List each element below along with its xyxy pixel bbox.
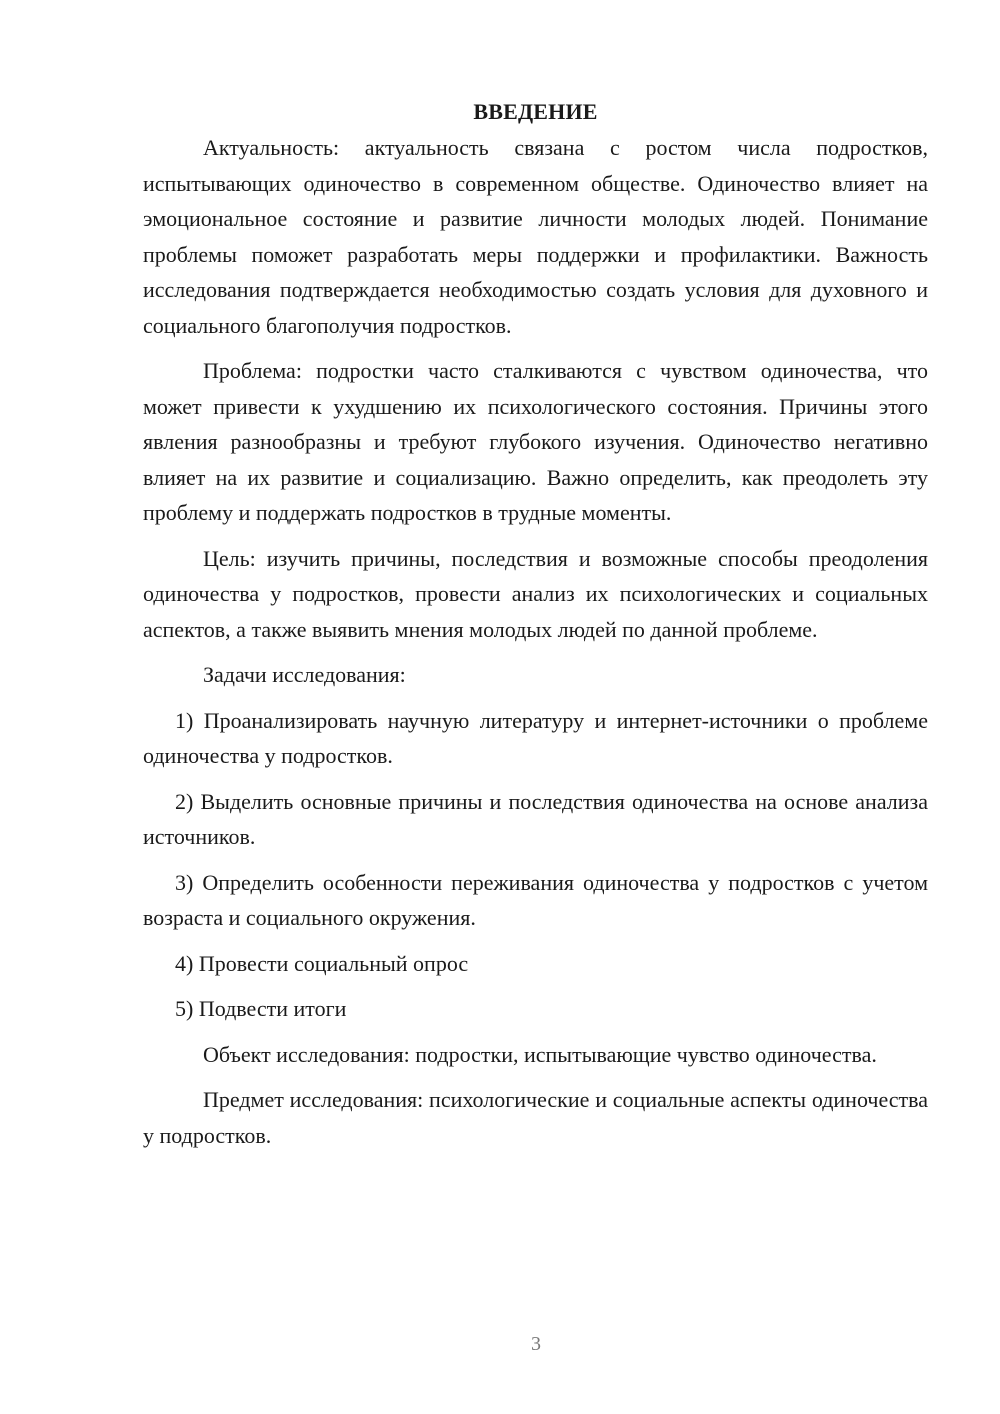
task-item: 1) Проанализировать научную литературу и интернет-источники о проблеме одиночества у подростков. <box>143 707 928 768</box>
task-item: 3) Определить особенности переживания одиночества у подростков с учетом возраста и социального окружения. <box>143 869 928 930</box>
subject-paragraph: Предмет исследования: психологические и социальные аспекты одиночества у подростков. <box>143 1087 928 1148</box>
section-title: ВВЕДЕНИЕ <box>473 99 598 124</box>
task-item: 5) Подвести итоги <box>175 996 347 1021</box>
task-item: 4) Провести социальный опрос <box>175 950 469 976</box>
page-number: 3 <box>531 1333 541 1355</box>
object-paragraph: Объект исследования: подростки, испытывающие чувство одиночества. <box>203 1041 877 1067</box>
relevance-paragraph: Актуальность: актуальность связана с ростом числа подростков, испытывающих одиночество в современном обществе. Одиночество влияет на эмоциональное состояние и развитие личности молодых людей. Понимание проблемы поможет разработать меры поддержки и профилактики. Важность исследования подтверждается необходимостью создать условия для духовного и социального благополучия подростков. <box>143 135 928 338</box>
document-page <box>143 94 928 1163</box>
task-item: 2) Выделить основные причины и последствия одиночества на основе анализа источников. <box>143 788 928 849</box>
tasks-list <box>143 703 928 1027</box>
tasks-heading: Задачи исследования: <box>203 662 406 687</box>
goal-paragraph: Цель: изучить причины, последствия и возможные способы преодоления одиночества у подростков, провести анализ их психологических и социальных аспектов, а также выявить мнения молодых людей по данной проблеме. <box>143 545 928 642</box>
problem-paragraph: Проблема: подростки часто сталкиваются с чувством одиночества, что может привести к ухудшению их психологического состояния. Причины этого явления разнообразны и требуют глубокого изучения. Одиночество негативно влияет на их развитие и социализацию. Важно определить, как преодолеть эту проблему и поддержать подростков в трудные моменты. <box>143 358 928 525</box>
